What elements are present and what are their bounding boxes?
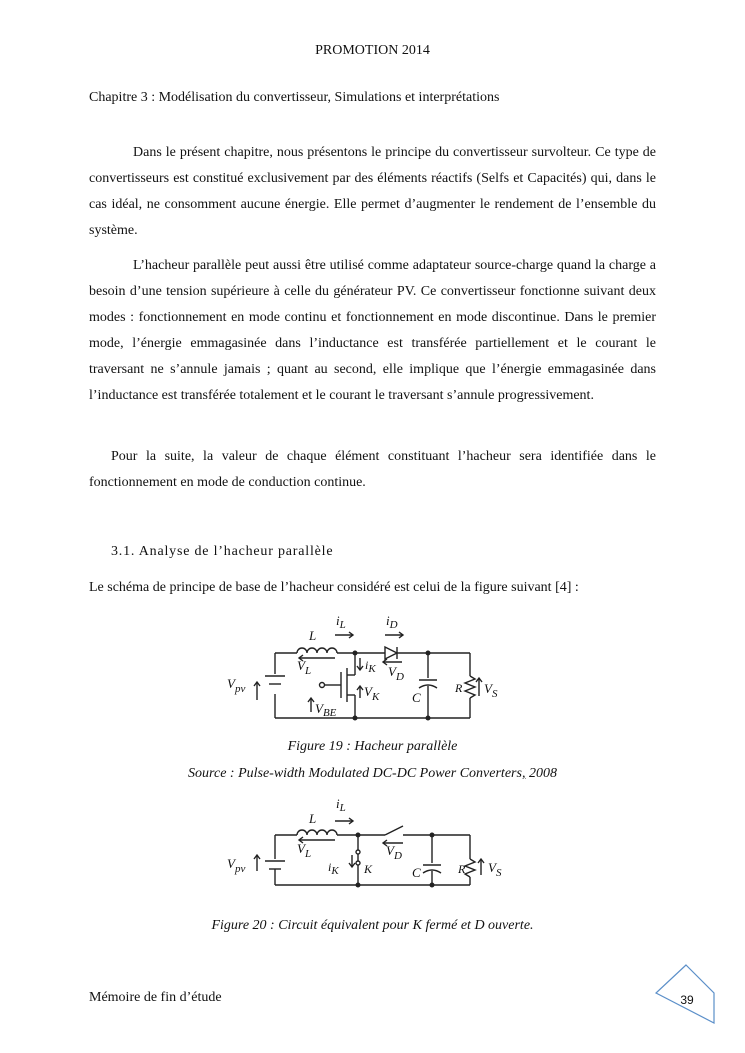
fig20-label-VD: $V_D$ [386, 843, 402, 862]
page-header: PROMOTION 2014 [315, 43, 430, 58]
fig20-label-C: C [412, 865, 421, 880]
figure-19-caption: Figure 19 : Hacheur parallèle [287, 739, 458, 754]
figure-20-caption: Figure 20 : Circuit équivalent pour K fermé et D ouverte. [211, 918, 534, 933]
fig19-label-R: R [455, 681, 463, 695]
footer-text: Mémoire de fin d’étude [89, 990, 222, 1005]
fig20-label-Vpv: $V_{pv}$ [227, 856, 246, 875]
fig20-label-R: R [458, 862, 466, 876]
fig19-label-iD: $i_D$ [386, 613, 398, 631]
fig19-label-C: C [412, 690, 421, 705]
chapter-title: Chapitre 3 : Modélisation du convertisseur, Simulations et interprétations [89, 90, 500, 105]
fig20-label-VL: $V_L$ [297, 841, 312, 860]
fig19-label-L: L [309, 628, 317, 643]
paragraph-intro: Dans le présent chapitre, nous présentons le principe du convertisseur survolteur. Ce type de convertisseurs est constitué exclusivement par des éléments réactifs (Selfs et Capacités) qui, dans le cas idéal, ne consomment aucune énergie. Elle permet d’augmenter le rendement de l’ensemble du système. [89, 145, 656, 238]
figure-19-boost-converter-schematic [225, 610, 515, 725]
fig19-label-iK: iK [365, 658, 376, 675]
fig20-label-iK: iK [328, 860, 339, 877]
page-number: 39 [680, 993, 694, 1007]
figure-lead-sentence: Le schéma de principe de base de l’hacheur considéré est celui de la figure suivant [4] : [89, 580, 579, 595]
fig20-label-iL: $i_L$ [336, 796, 346, 814]
fig19-label-iL: $i_L$ [336, 613, 346, 631]
fig20-label-L: L [309, 811, 317, 826]
section-heading: 3.1. Analyse de l’hacheur parallèle [111, 544, 334, 559]
fig19-label-VS: $V_S$ [484, 681, 498, 700]
fig20-label-K: K [364, 862, 373, 876]
fig19-label-VL: $V_L$ [297, 658, 312, 677]
figure-20-equivalent-circuit [225, 793, 515, 893]
fig19-label-VK: $V_K$ [364, 684, 380, 703]
fig20-label-VS: $V_S$ [488, 860, 502, 879]
figure-19-source: Source : Pulse-width Modulated DC-DC Power Converters, 2008 [188, 766, 557, 781]
fig19-label-VBE: $V_{BE}$ [315, 701, 337, 719]
fig19-label-VD: $V_D$ [388, 664, 404, 683]
fig19-label-Vpv: $V_{pv}$ [227, 676, 246, 695]
paragraph-suite: Pour la suite, la valeur de chaque élément constituant l’hacheur sera identifiée dans le fonctionnement en mode de conduction continue. [89, 449, 656, 490]
paragraph-modes: L’hacheur parallèle peut aussi être utilisé comme adaptateur source-charge quand la charge a besoin d’une tension supérieure à celle du générateur PV. Ce convertisseur fonctionne suivant deux modes : fonctionnement en mode continu et fonctionnement en mode discontinue. Dans le premier mode, l’énergie emmagasinée dans l’inductance est transférée partiellement et le courant le traversant ne s’annule jamais ; quant au second, elle implique que l’énergie emmagasinée dans l’inductance est transférée totalement et le courant le traversant s’annule progressivement. [89, 258, 656, 403]
